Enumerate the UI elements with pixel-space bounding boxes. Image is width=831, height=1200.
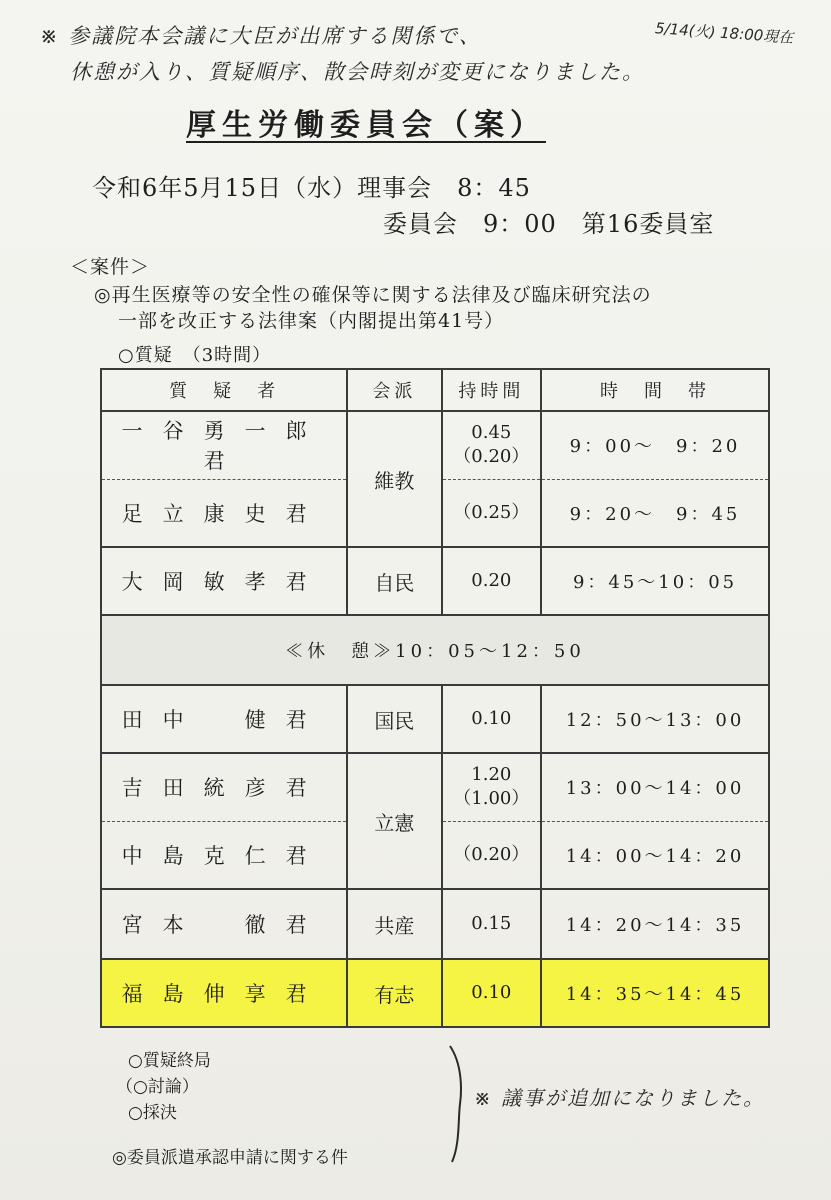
table-row-highlighted	[101, 959, 769, 1027]
agenda-item-debate: （○討論）	[116, 1077, 199, 1097]
handwritten-date-note: 5/14(火) 18:00現在	[654, 19, 794, 47]
time-slot-cell: 9：20～ 9：45	[541, 479, 769, 547]
party-cell: 自民	[347, 547, 441, 615]
table-row	[101, 685, 769, 753]
allotted-time-answer: （0.20）	[442, 821, 542, 889]
agenda-item-qa-end: ○質疑終局	[128, 1051, 211, 1071]
party-cell: 国民	[347, 685, 441, 753]
allotted-time-total: 0.15	[442, 889, 542, 959]
time-slot-cell: 9：00～ 9：20	[541, 411, 769, 479]
bill-title-line2: 一部を改正する法律案（内閣提出第41号）	[118, 310, 505, 332]
party-cell: 立憲	[347, 753, 441, 889]
party-cell: 維教	[347, 411, 441, 547]
questioner-name: 福島伸享君	[101, 959, 347, 1027]
recess-cell: ≪休 憩≫10：05～12：50	[101, 615, 769, 685]
handwritten-note-line2: 休憩が入り、質疑順序、散会時刻が変更になりました。	[70, 60, 645, 84]
party-cell: 共産	[347, 889, 441, 959]
allotted-time-answer: （0.20）	[453, 446, 530, 468]
time-slot-cell: 14：00～14：20	[541, 821, 769, 889]
agenda-item-vote: ○採決	[128, 1103, 177, 1123]
allotted-time-total: 0.10	[442, 959, 542, 1027]
committee-time-line: 委員会 9：00 第16委員室	[383, 210, 715, 238]
recess-row	[101, 615, 769, 685]
questioner-name: 中島克仁君	[101, 821, 347, 889]
agenda-item-dispatch: ◎委員派遣承認申請に関する件	[112, 1148, 348, 1168]
table-header-row	[101, 369, 769, 411]
questioner-name: 田中 健君	[101, 685, 347, 753]
schedule-table	[100, 368, 770, 1028]
time-slot-cell: 12：50～13：00	[541, 685, 769, 753]
meeting-date-line: 令和6年5月15日（水）理事会 8：45	[92, 174, 531, 202]
page-title: 厚生労働委員会（案）	[186, 108, 546, 143]
header-allotted-time: 持時間	[442, 369, 542, 411]
time-slot-cell: 13：00～14：00	[541, 753, 769, 821]
handwritten-added-note: ※ 議事が追加になりました。	[474, 1086, 766, 1110]
party-cell: 有志	[347, 959, 441, 1027]
time-slot-cell: 14：35～14：45	[541, 959, 769, 1027]
allotted-time-total: 1.20	[471, 764, 512, 786]
allotted-time-answer: （1.00）	[453, 788, 530, 810]
bill-title-line1: ◎再生医療等の安全性の確保等に関する法律及び臨床研究法の	[94, 284, 652, 306]
allotted-time-total: 0.45	[471, 422, 512, 444]
table-row	[101, 547, 769, 615]
questioner-name: 大岡敏孝君	[101, 547, 347, 615]
table-row	[101, 889, 769, 959]
questioner-name: 吉田統彦君	[101, 753, 347, 821]
header-questioner: 質 疑 者	[101, 369, 347, 411]
time-slot-cell: 9：45～10：05	[541, 547, 769, 615]
allotted-time-answer: （0.25）	[442, 479, 542, 547]
agenda-label: ＜案件＞	[70, 256, 151, 278]
qa-duration-line: ○質疑 （3時間）	[118, 345, 272, 366]
table-row	[101, 411, 769, 479]
allotted-time-cell	[442, 411, 542, 479]
handwritten-brace-icon	[448, 1044, 468, 1164]
questioner-name: 宮本 徹君	[101, 889, 347, 959]
allotted-time-total: 0.20	[442, 547, 542, 615]
header-time-slot: 時 間 帯	[541, 369, 769, 411]
questioner-name: 足立康史君	[101, 479, 347, 547]
allotted-time-cell	[442, 753, 542, 821]
header-party: 会派	[347, 369, 441, 411]
questioner-name: 一谷勇一郎君	[101, 411, 347, 479]
handwritten-note-line1: ※ 参議院本会議に大臣が出席する関係で、	[40, 24, 482, 48]
time-slot-cell: 14：20～14：35	[541, 889, 769, 959]
table-row	[101, 753, 769, 821]
allotted-time-total: 0.10	[442, 685, 542, 753]
